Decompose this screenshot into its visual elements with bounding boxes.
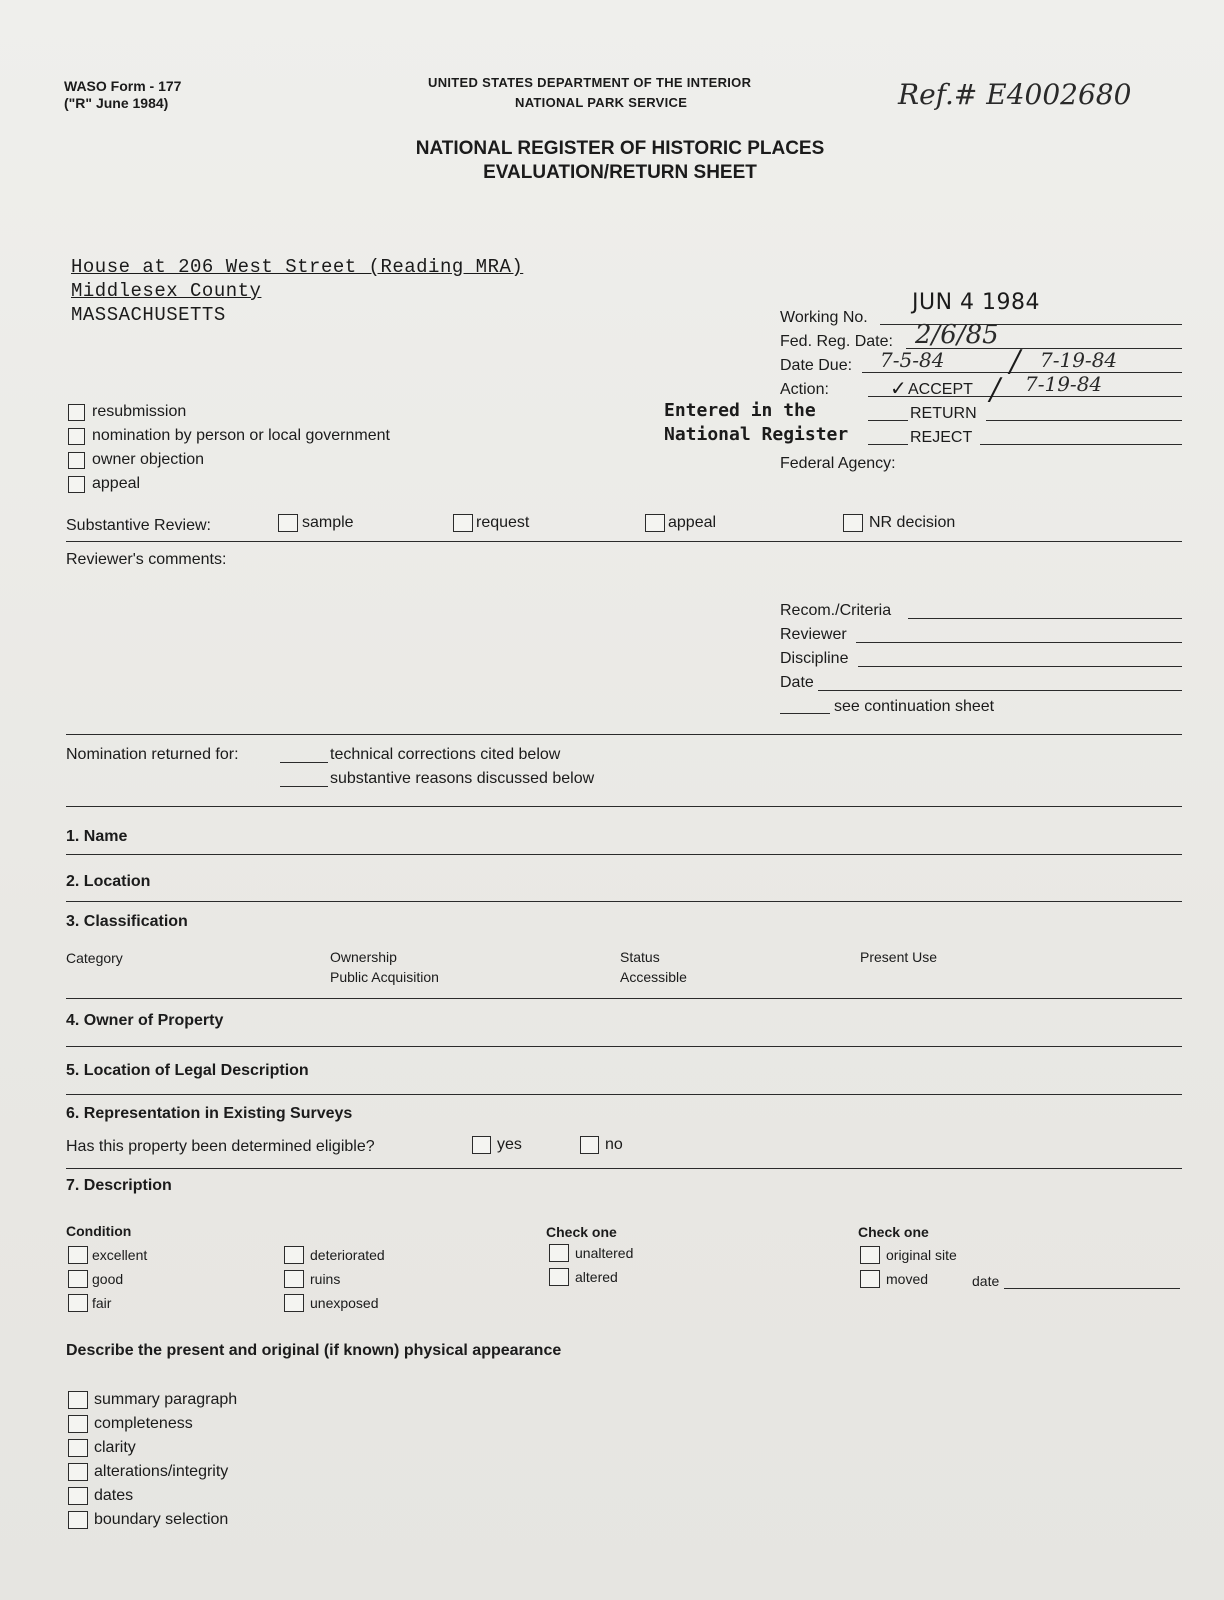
continuation-blank[interactable]	[780, 713, 830, 714]
date-due-line	[862, 372, 1182, 373]
review-request-label: request	[476, 514, 530, 531]
summary-paragraph-label: summary paragraph	[94, 1391, 238, 1408]
date-due-separator: /	[1010, 344, 1021, 379]
recom-criteria-label: Recom./Criteria	[780, 602, 892, 619]
form-revision: ("R" June 1984)	[64, 95, 169, 111]
technical-corrections-label: technical corrections cited below	[330, 746, 561, 763]
owner-objection-checkbox[interactable]	[68, 452, 85, 469]
property-county: Middlesex County	[71, 280, 262, 302]
form-title-line-1: NATIONAL REGISTER OF HISTORIC PLACES	[415, 138, 825, 159]
condition-good-option[interactable]	[68, 1270, 123, 1288]
date-due-value-2: 7-19-84	[1040, 348, 1118, 372]
continuation-sheet-label: see continuation sheet	[834, 698, 995, 715]
return-label: RETURN	[910, 405, 977, 422]
condition-good-checkbox[interactable]	[68, 1270, 88, 1288]
condition-unexposed-checkbox[interactable]	[284, 1294, 304, 1312]
discipline-line[interactable]	[858, 666, 1182, 667]
property-name: House at 206 West Street (Reading MRA)	[71, 256, 524, 278]
condition-fair-checkbox[interactable]	[68, 1294, 88, 1312]
review-request-checkbox[interactable]	[453, 514, 473, 532]
moved-checkbox[interactable]	[860, 1270, 880, 1288]
condition-ruins-checkbox[interactable]	[284, 1270, 304, 1288]
eligible-no-checkbox[interactable]	[580, 1136, 599, 1154]
condition-fair-option[interactable]	[68, 1294, 111, 1312]
review-appeal-option[interactable]	[645, 514, 716, 532]
section-name: 1. Name	[66, 828, 128, 845]
entered-stamp-line-1: Entered in the	[664, 400, 816, 421]
condition-unexposed-label: unexposed	[310, 1295, 379, 1311]
review-appeal-checkbox[interactable]	[645, 514, 665, 532]
review-nr-decision-option[interactable]	[843, 514, 955, 532]
resubmission-label: resubmission	[92, 403, 187, 420]
section-classification: 3. Classification	[66, 913, 188, 930]
eligible-no-option[interactable]	[580, 1136, 623, 1154]
fed-reg-date-label: Fed. Reg. Date:	[780, 333, 893, 350]
date-due-value-1: 7-5-84	[880, 348, 945, 372]
physical-appearance-label: Describe the present and original (if known) physical appearance	[66, 1342, 562, 1359]
date-label: Date	[780, 674, 814, 691]
summary-paragraph-checkbox[interactable]	[68, 1391, 88, 1409]
reject-line	[980, 444, 1182, 445]
alterations-integrity-label: alterations/integrity	[94, 1463, 229, 1480]
owner-objection-label: owner objection	[92, 451, 205, 468]
dates-label: dates	[94, 1487, 134, 1504]
unaltered-option[interactable]	[549, 1244, 633, 1262]
divider	[66, 806, 1182, 807]
altered-checkbox[interactable]	[549, 1268, 569, 1286]
accept-label: ACCEPT	[908, 381, 973, 398]
condition-label: Condition	[66, 1223, 132, 1239]
dates-checkbox[interactable]	[68, 1487, 88, 1505]
altered-label: altered	[575, 1269, 618, 1285]
nomination-returned-label: Nomination returned for:	[66, 746, 239, 763]
review-appeal-label: appeal	[668, 514, 717, 531]
return-blank	[868, 420, 908, 421]
condition-ruins-option[interactable]	[284, 1270, 340, 1288]
accept-checkmark: ✓	[890, 378, 907, 400]
eligible-no-label: no	[605, 1136, 623, 1153]
boundary-selection-option[interactable]	[68, 1511, 228, 1529]
accept-date: 7-19-84	[1025, 372, 1103, 396]
condition-fair-label: fair	[92, 1295, 112, 1311]
review-sample-option[interactable]	[278, 514, 354, 532]
classification-category-label: Category	[66, 950, 123, 966]
accept-separator: /	[990, 372, 1001, 407]
working-no-label: Working No.	[780, 309, 868, 326]
divider	[66, 998, 1182, 999]
condition-deteriorated-option[interactable]	[284, 1246, 385, 1264]
service-name: NATIONAL PARK SERVICE	[515, 95, 688, 110]
condition-unexposed-option[interactable]	[284, 1294, 379, 1312]
appeal-option[interactable]	[68, 475, 140, 493]
eligible-yes-option[interactable]	[472, 1136, 522, 1154]
form-id: WASO Form - 177	[64, 78, 182, 94]
clarity-checkbox[interactable]	[68, 1439, 88, 1457]
moved-date-label: date	[972, 1273, 1000, 1289]
condition-excellent-label: excellent	[92, 1247, 148, 1263]
divider	[66, 854, 1182, 855]
moved-date-line[interactable]	[1004, 1288, 1180, 1289]
nomination-by-person-checkbox[interactable]	[68, 428, 85, 445]
fed-reg-date-value: 2/6/85	[915, 320, 999, 350]
nomination-by-person-option[interactable]	[68, 427, 390, 445]
original-site-option[interactable]	[860, 1246, 957, 1264]
divider	[66, 1046, 1182, 1047]
appeal-checkbox[interactable]	[68, 476, 85, 493]
reviewer-comments-label: Reviewer's comments:	[66, 551, 227, 568]
condition-good-label: good	[92, 1271, 124, 1287]
resubmission-checkbox[interactable]	[68, 404, 85, 421]
review-sample-checkbox[interactable]	[278, 514, 298, 532]
alterations-integrity-option[interactable]	[68, 1463, 228, 1481]
form-title-line-2: EVALUATION/RETURN SHEET	[483, 162, 757, 183]
condition-ruins-label: ruins	[310, 1271, 341, 1287]
altered-option[interactable]	[549, 1268, 618, 1286]
review-request-option[interactable]	[453, 514, 529, 532]
date-line[interactable]	[818, 690, 1182, 691]
section-legal-description: 5. Location of Legal Description	[66, 1062, 309, 1079]
boundary-selection-checkbox[interactable]	[68, 1511, 88, 1529]
working-no-stamp: JUN 4 1984	[912, 290, 1041, 315]
condition-excellent-option[interactable]	[68, 1246, 147, 1264]
resubmission-option[interactable]	[68, 403, 186, 421]
divider	[66, 1168, 1182, 1169]
boundary-selection-label: boundary selection	[94, 1511, 229, 1528]
original-site-checkbox[interactable]	[860, 1246, 880, 1264]
divider	[66, 901, 1182, 902]
summary-paragraph-option[interactable]	[68, 1391, 237, 1409]
eligible-yes-checkbox[interactable]	[472, 1136, 491, 1154]
completeness-checkbox[interactable]	[68, 1415, 88, 1433]
clarity-label: clarity	[94, 1439, 136, 1456]
unaltered-label: unaltered	[575, 1245, 634, 1261]
classification-accessible-label: Accessible	[620, 969, 687, 985]
reviewer-label: Reviewer	[780, 626, 847, 643]
condition-deteriorated-checkbox[interactable]	[284, 1246, 304, 1264]
review-nr-decision-checkbox[interactable]	[843, 514, 863, 532]
section-location: 2. Location	[66, 873, 151, 890]
reject-blank	[868, 444, 908, 445]
eligibility-question: Has this property been determined eligible?	[66, 1138, 375, 1155]
dates-option[interactable]	[68, 1487, 133, 1505]
divider	[66, 734, 1182, 735]
substantive-review-label: Substantive Review:	[66, 517, 211, 534]
return-line	[986, 420, 1182, 421]
reject-label: REJECT	[910, 429, 973, 446]
section-existing-surveys: 6. Representation in Existing Surveys	[66, 1105, 353, 1122]
section-description: 7. Description	[66, 1177, 172, 1194]
moved-label: moved	[886, 1271, 929, 1287]
handwritten-reference-number: Ref.# E4002680	[898, 78, 1132, 111]
condition-deteriorated-label: deteriorated	[310, 1247, 385, 1263]
alterations-integrity-checkbox[interactable]	[68, 1463, 88, 1481]
substantive-reasons-label: substantive reasons discussed below	[330, 770, 595, 787]
completeness-option[interactable]	[68, 1415, 193, 1433]
section-owner-of-property: 4. Owner of Property	[66, 1012, 224, 1029]
department-name: UNITED STATES DEPARTMENT OF THE INTERIOR	[428, 75, 752, 90]
owner-objection-option[interactable]	[68, 451, 204, 469]
check-one-label-1: Check one	[546, 1224, 617, 1240]
condition-excellent-checkbox[interactable]	[68, 1246, 88, 1264]
clarity-option[interactable]	[68, 1439, 136, 1457]
date-due-label: Date Due:	[780, 357, 853, 374]
review-nr-decision-label: NR decision	[869, 514, 956, 531]
classification-present-use-label: Present Use	[860, 949, 938, 965]
moved-option[interactable]	[860, 1270, 928, 1288]
check-one-label-2: Check one	[858, 1224, 929, 1240]
original-site-label: original site	[886, 1247, 957, 1263]
property-state: MASSACHUSETTS	[71, 304, 226, 326]
recom-criteria-line[interactable]	[908, 618, 1182, 619]
reviewer-line[interactable]	[856, 642, 1182, 643]
nomination-by-person-label: nomination by person or local government	[92, 427, 390, 444]
action-label: Action:	[780, 381, 829, 398]
classification-ownership-label: Ownership	[330, 949, 397, 965]
entered-stamp-line-2: National Register	[664, 424, 849, 445]
appeal-label: appeal	[92, 475, 141, 492]
divider	[66, 541, 1182, 542]
completeness-label: completeness	[94, 1415, 193, 1432]
federal-agency-label: Federal Agency:	[780, 455, 896, 472]
technical-corrections-blank[interactable]	[280, 762, 328, 763]
unaltered-checkbox[interactable]	[549, 1244, 569, 1262]
review-sample-label: sample	[302, 514, 354, 531]
eligible-yes-label: yes	[497, 1136, 522, 1153]
classification-public-acquisition-label: Public Acquisition	[330, 969, 439, 985]
discipline-label: Discipline	[780, 650, 849, 667]
classification-status-label: Status	[620, 949, 660, 965]
divider	[66, 1094, 1182, 1095]
substantive-reasons-blank[interactable]	[280, 786, 328, 787]
